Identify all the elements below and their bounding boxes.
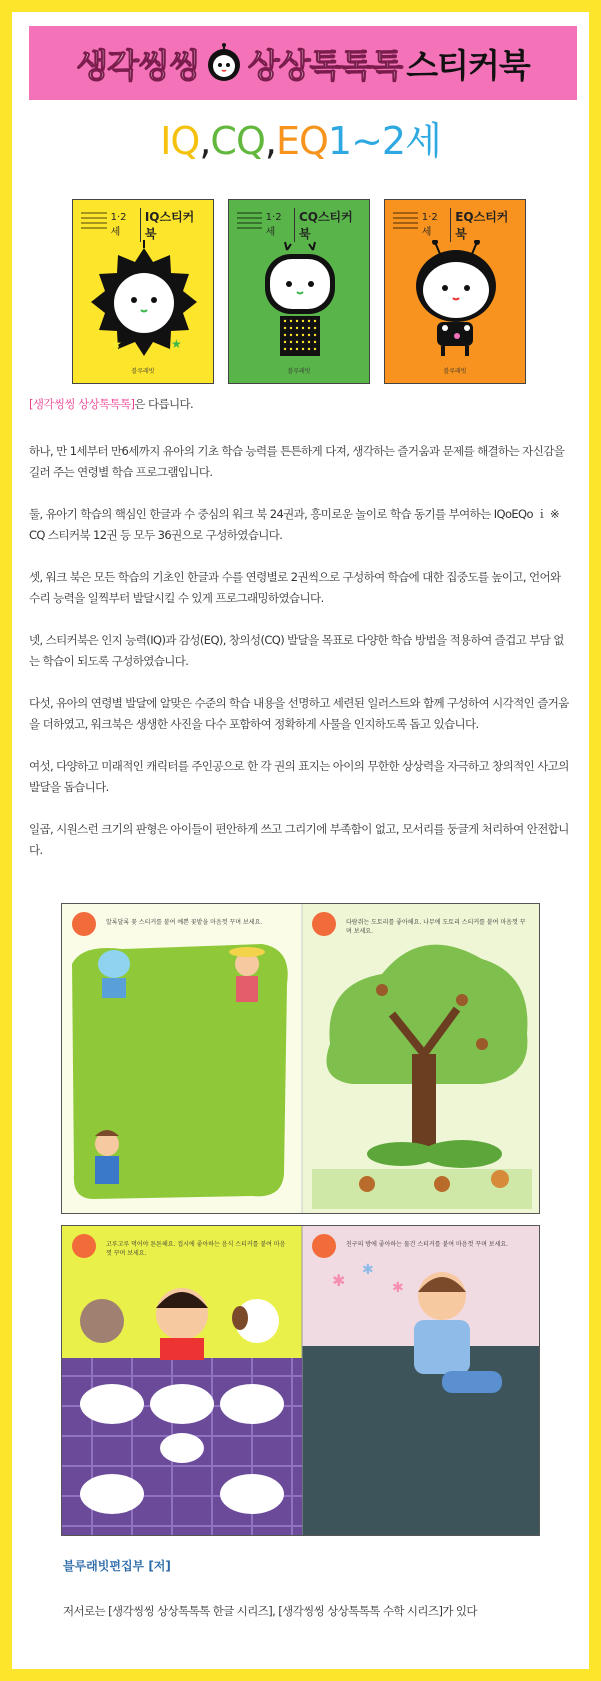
subtitle-eq: EQ	[275, 119, 328, 163]
spread-illustration	[62, 904, 540, 1214]
cover-age: 1·2세	[421, 212, 438, 238]
cover-title: EQ스티커북	[450, 208, 517, 242]
age-subtitle	[0, 110, 601, 165]
robot-mascot-icon	[229, 240, 370, 370]
cover-age: 1·2세	[110, 212, 127, 238]
spread-illustration	[62, 1226, 540, 1536]
title-banner	[29, 26, 577, 100]
subtitle-iq: IQ	[160, 119, 200, 163]
author-name: 블루래빗편집부 [저]	[63, 1559, 171, 1573]
book-covers	[72, 199, 526, 387]
cover-title: CQ스티커북	[294, 208, 361, 242]
banner-series-name-2: 상상톡톡톡	[247, 45, 403, 85]
cover-cq: 1·2세 CQ스티커북 블루래빗	[228, 199, 370, 384]
spread2-right-caption: 친구의 방에 좋아하는 물건 스티커를 붙여 마음껏 꾸며 보세요.	[346, 1241, 509, 1248]
paragraph-3: 셋, 워크 북은 모든 학습의 기초인 한글과 수를 연령별로 2권씩으로 구성하여 학습에 대한 집중도를 높이고, 언어와 수리 능력을 일찍부터 발달시킬 수 있게 프로그래밍하였습니다.	[29, 570, 561, 605]
spread1-left-caption: 알록달록 꽃 스티커를 붙여 예쁜 꽃밭을 마음껏 꾸며 보세요.	[106, 919, 263, 926]
paragraph-6: 여섯, 다양하고 미래적인 캐릭터를 주인공으로 한 각 권의 표지는 아이의 무한한 상상력을 자극하고 창의적인 사고의 발달을 돕습니다.	[29, 759, 569, 794]
intro-rest: 은 다릅니다.	[134, 397, 194, 411]
svg-text:✱: ✱	[362, 1262, 374, 1278]
paragraph-4: 넷, 스티커북은 인지 능력(IQ)과 감성(EQ), 창의성(CQ) 발달을 목표로 다양한 학습 방법을 적용하여 즐겁고 부담 없는 학습이 되도록 구성하였습니다.	[29, 633, 564, 668]
subtitle-age: 1~2세	[327, 119, 441, 163]
banner-series-name: 생각씽씽	[76, 45, 200, 85]
paragraph-1: 하나, 만 1세부터 만6세까지 유아의 기초 학습 능력를 튼튼하게 다져, 생각하는 즐거움과 문제를 해결하는 자신감을 길러 주는 연령별 학습 프로그램입니다.	[29, 444, 565, 479]
bee-mascot-icon	[385, 240, 526, 370]
author-bio: 저서로는 [생각씽씽 상상톡톡톡 한글 시리즈], [생각씽씽 상상톡톡톡 수학 시리즈]가 있다	[63, 1604, 477, 1618]
cover-iq: 1·2세 IQ스티커북 ★ ★ 블루래빗	[72, 199, 214, 384]
svg-text:✱: ✱	[392, 1280, 404, 1296]
intro-series-name: [생각씽씽 상상톡톡톡]	[29, 397, 135, 411]
cover-eq: 1·2세 EQ스티커북 블루래빗	[384, 199, 526, 384]
subtitle-comma: ,	[264, 119, 276, 163]
sun-mascot-icon	[73, 240, 214, 370]
mascot-head-icon	[204, 43, 244, 83]
paragraph-5: 다섯, 유아의 연령별 발달에 알맞은 수준의 학습 내용을 선명하고 세련된 일러스트와 함께 구성하여 시각적인 즐거움을 더하였고, 워크북은 생생한 사진을 다수 포함하여 정확하게 사물을 인지하도록 돕고 있습니다.	[29, 696, 569, 731]
spread1-right-caption: 다람쥐는 도토리를 좋아해요. 나무에 도토리 스티커를 붙여 마음껏 꾸며 보세요.	[346, 919, 526, 935]
subtitle-cq: CQ	[210, 119, 265, 163]
paragraph-7: 일곱, 시원스런 크기의 판형은 아이들이 편안하게 쓰고 그리기에 부족함이 없고, 모서리를 둥글게 처리하여 안전합니다.	[29, 822, 569, 857]
book-spread-garden	[61, 903, 540, 1214]
svg-text:★: ★	[111, 337, 122, 351]
svg-text:✱: ✱	[332, 1271, 346, 1290]
cover-title: IQ스티커북	[140, 208, 205, 242]
cover-age: 1·2세	[265, 212, 282, 238]
book-spread-table	[61, 1225, 540, 1536]
spread2-left-caption: 고루고루 먹어야 튼튼해요. 접시에 좋아하는 음식 스티커를 붙여 마음껏 꾸며 보세요.	[106, 1241, 286, 1257]
svg-text:★: ★	[171, 337, 182, 351]
paragraph-2: 둘, 유아기 학습의 핵심인 한글과 수 중심의 워크 북 24권과, 흥미로운 놀이로 학습 동기를 부여하는 IQoEQo ｉ ※ CQ 스티커북 12권 등 모두 36권으로 구성하였습니다.	[29, 507, 559, 542]
subtitle-comma: ,	[199, 119, 211, 163]
intro-line	[29, 394, 574, 415]
banner-product: 스티커북	[406, 45, 530, 85]
